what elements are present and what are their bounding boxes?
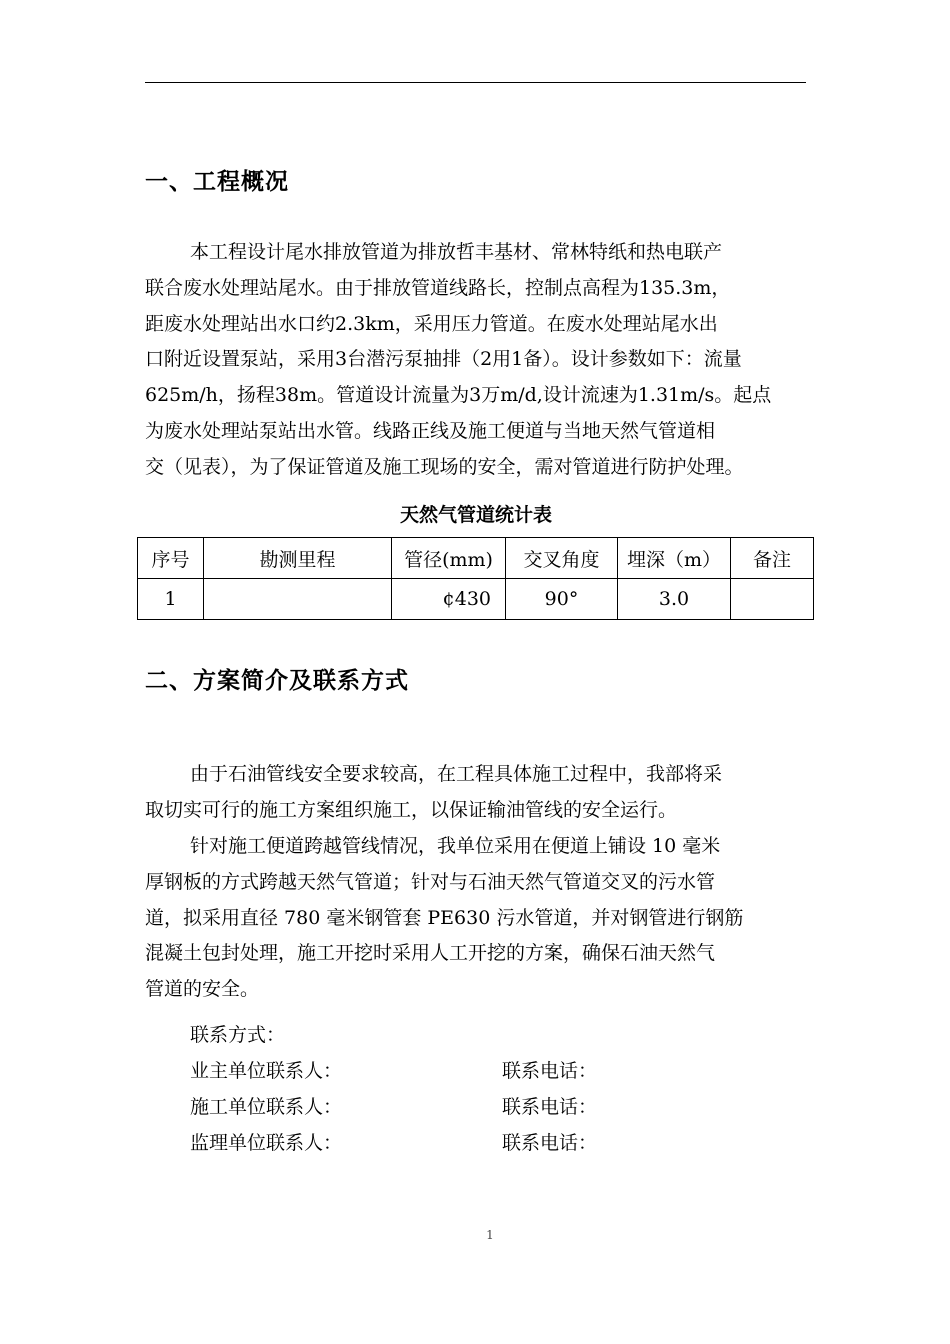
contact-row-contractor: [190, 1092, 598, 1119]
contact-label: 监理单位联系人：: [190, 1132, 343, 1154]
paragraph-line: 由于石油管线安全要求较高，在工程具体施工过程中，我部将采: [190, 763, 723, 785]
table-cell: [731, 579, 814, 620]
contact-label: 业主单位联系人：: [190, 1060, 343, 1082]
table-caption: 天然气管道统计表: [399, 504, 552, 526]
paragraph-line: 为废水处理站泵站出水管。线路正线及施工便道与当地天然气管道相: [145, 419, 716, 442]
table-cell: [204, 579, 392, 620]
section2-paragraph-2: [145, 829, 813, 1008]
table-header-cell: 勘测里程: [204, 538, 392, 579]
table-header-cell: 序号: [138, 538, 204, 579]
contact-phone-label: 联系电话：: [502, 1060, 598, 1082]
paragraph-line: 取切实可行的施工方案组织施工，以保证输油管线的安全运行。: [145, 798, 678, 821]
table-header-cell: 管径(mm): [392, 538, 506, 579]
table-row: [138, 579, 814, 620]
paragraph-line: 厚钢板的方式跨越天然气管道；针对与石油天然气管道交叉的污水管: [145, 870, 716, 893]
table-cell: ¢430: [392, 579, 506, 620]
table-header-row: [138, 538, 814, 579]
contact-phone-label: 联系电话：: [502, 1132, 598, 1154]
paragraph-line: 管道的安全。: [145, 978, 260, 1001]
paragraph-line: 口附近设置泵站，采用3台潜污泵抽排（2用1备）。设计参数如下：流量: [145, 348, 742, 371]
contact-heading: 联系方式：: [190, 1024, 286, 1046]
table-cell: 1: [138, 579, 204, 620]
paragraph-line: 交（见表），为了保证管道及施工现场的安全，需对管道进行防护处理。: [145, 455, 744, 478]
section2-paragraph-1: [145, 757, 813, 829]
pipeline-table: [137, 537, 814, 620]
paragraph-line: 本工程设计尾水排放管道为排放哲丰基材、常林特纸和热电联产: [190, 241, 723, 263]
table-header-cell: 交叉角度: [506, 538, 618, 579]
section1-title: 一、工程概况: [145, 169, 289, 195]
table-cell: 3.0: [618, 579, 731, 620]
contact-label: 施工单位联系人：: [190, 1096, 343, 1118]
table-header-cell: 埋深（m）: [618, 538, 731, 579]
section1-paragraph: [145, 235, 813, 486]
paragraph-line: 联合废水处理站尾水。由于排放管道线路长，控制点高程为135.3m，: [145, 276, 731, 299]
paragraph-line: 针对施工便道跨越管线情况，我单位采用在便道上铺设 10 毫米: [190, 835, 721, 857]
table-cell: 90°: [506, 579, 618, 620]
table-header-cell: 备注: [731, 538, 814, 579]
header-rule: [145, 82, 806, 83]
section2-title: 二、方案简介及联系方式: [145, 668, 409, 694]
contact-row-supervisor: [190, 1128, 598, 1155]
paragraph-line: 625m/h，扬程38m。管道设计流量为3万m/d,设计流速为1.31m/s。起点: [145, 384, 772, 407]
page-number: 1: [486, 1228, 494, 1242]
paragraph-line: 混凝土包封处理，施工开挖时采用人工开挖的方案，确保石油天然气: [145, 942, 716, 965]
contact-row-owner: [190, 1056, 598, 1083]
contact-phone-label: 联系电话：: [502, 1096, 598, 1118]
paragraph-line: 距废水处理站出水口约2.3km，采用压力管道。在废水处理站尾水出: [145, 312, 718, 335]
paragraph-line: 道，拟采用直径 780 毫米钢管套 PE630 污水管道，并对钢管进行钢筋: [145, 906, 744, 929]
